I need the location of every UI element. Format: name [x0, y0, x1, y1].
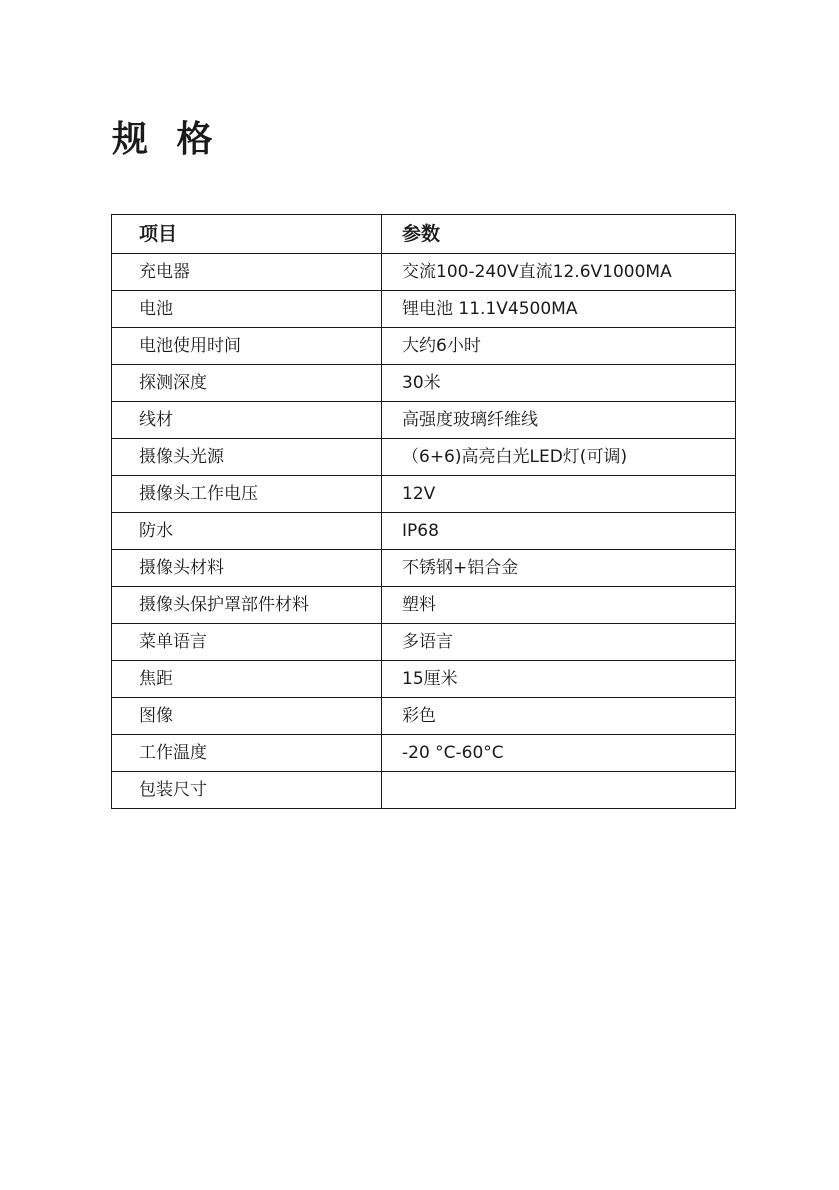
- page-title: 规 格: [112, 119, 221, 160]
- table-row: [112, 550, 736, 587]
- row-item: 摄像头光源: [112, 439, 382, 476]
- table-row: [112, 624, 736, 661]
- row-item: 摄像头材料: [112, 550, 382, 587]
- header-value: 参数: [382, 215, 736, 254]
- table-row: [112, 476, 736, 513]
- table-row: [112, 661, 736, 698]
- spec-table: [111, 214, 736, 809]
- table-row: [112, 735, 736, 772]
- row-value: 不锈钢+铝合金: [382, 550, 736, 587]
- row-item: 线材: [112, 402, 382, 439]
- row-item: 电池: [112, 291, 382, 328]
- table-row: [112, 328, 736, 365]
- table-row: [112, 402, 736, 439]
- row-value: IP68: [382, 513, 736, 550]
- row-item: 探测深度: [112, 365, 382, 402]
- row-value: （6+6)高亮白光LED灯(可调): [382, 439, 736, 476]
- table-row: [112, 698, 736, 735]
- row-item: 焦距: [112, 661, 382, 698]
- row-item: 充电器: [112, 254, 382, 291]
- row-item: 电池使用时间: [112, 328, 382, 365]
- table-row: [112, 254, 736, 291]
- row-value: -20 °C-60°C: [382, 735, 736, 772]
- row-value: 高强度玻璃纤维线: [382, 402, 736, 439]
- row-item: 工作温度: [112, 735, 382, 772]
- row-value: 锂电池 11.1V4500MA: [382, 291, 736, 328]
- row-value: [382, 772, 736, 809]
- row-value: 30米: [382, 365, 736, 402]
- row-item: 菜单语言: [112, 624, 382, 661]
- table-row: [112, 291, 736, 328]
- table-row: [112, 513, 736, 550]
- row-value: 12V: [382, 476, 736, 513]
- row-value: 塑料: [382, 587, 736, 624]
- row-value: 多语言: [382, 624, 736, 661]
- row-value: 15厘米: [382, 661, 736, 698]
- table-row: [112, 772, 736, 809]
- row-item: 图像: [112, 698, 382, 735]
- row-value: 彩色: [382, 698, 736, 735]
- row-value: 大约6小时: [382, 328, 736, 365]
- table-row: [112, 439, 736, 476]
- table-header-row: [112, 215, 736, 254]
- row-item: 摄像头工作电压: [112, 476, 382, 513]
- table-row: [112, 587, 736, 624]
- row-item: 防水: [112, 513, 382, 550]
- header-item: 项目: [112, 215, 382, 254]
- row-value: 交流100-240V直流12.6V1000MA: [382, 254, 736, 291]
- row-item: 包装尺寸: [112, 772, 382, 809]
- row-item: 摄像头保护罩部件材料: [112, 587, 382, 624]
- table-row: [112, 365, 736, 402]
